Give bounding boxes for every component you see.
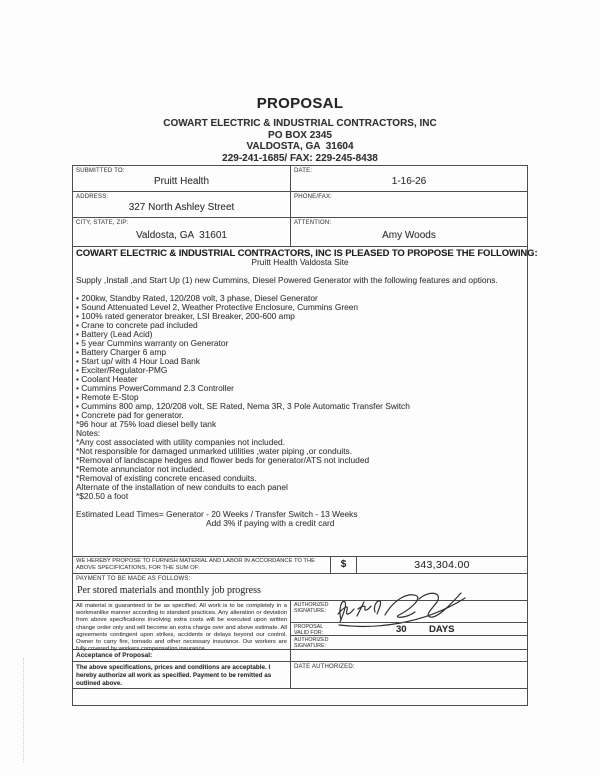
proposal-form [72, 165, 538, 706]
sum-label: WE HEREBY PROPOSE TO FURNISH MATERIAL AND LABOR IN ACCORDANCE TO THE ABOVE SPECIFICATIONS, FOR THE SUM OF: [73, 557, 331, 573]
feature-item: • 200kw, Standby Rated, 120/208 volt, 3 phase, Diesel Generator [76, 293, 318, 303]
credit-card-note: Add 3% if paying with a credit card [206, 518, 335, 528]
city-state-zip-value: Valdosta, GA 31601 [136, 230, 227, 241]
note-item: *Remote annunciator not included. [76, 464, 205, 474]
feature-item: • Concrete pad for generator. [76, 410, 184, 420]
note-item: *Not responsible for damaged unmarked utilities ,water piping ,or conduits. [76, 446, 353, 456]
document-title: PROPOSAL [256, 95, 344, 112]
phone-fax-label: PHONE/FAX: [294, 194, 333, 200]
fine-print-cell [73, 601, 291, 653]
authorized-signature-cell [291, 601, 527, 622]
valid-label-line1: PROPOSAL [294, 624, 324, 630]
feature-item: • Start up/ with 4 Hour Load Bank [76, 356, 200, 366]
address-label: ADDRESS: [76, 194, 109, 200]
feature-item: • Sound Attenuated Level 2, Weather Protective Enclosure, Cummins Green [76, 302, 359, 312]
valid-label-line2: VALID FOR: [294, 630, 324, 636]
second-authorized-signature-cell [291, 635, 527, 649]
payment-label: PAYMENT TO BE MADE AS FOLLOWS: [76, 576, 191, 582]
feature-item: • Remote E-Stop [76, 392, 139, 402]
document-header [0, 95, 600, 164]
proposal-headline: COWART ELECTRIC & INDUSTRIAL CONTRACTORS, INC IS PLEASED TO PROPOSE THE FOLLOWING: [76, 248, 538, 259]
feature-item: • 100% rated generator breaker, LSI Breaker, 200-600 amp [76, 311, 295, 321]
payment-value: Per stored materials and monthly job progress [77, 585, 261, 596]
authorization-column [291, 601, 527, 649]
feature-item: • Exciter/Regulator-PMG [76, 365, 168, 375]
attention-value: Amy Woods [382, 230, 436, 241]
feature-item: • Crane to concrete pad included [76, 320, 198, 330]
note-item: *Any cost associated with utility companies not included. [76, 437, 286, 447]
authorized-label-line1: AUTHORIZED [294, 602, 329, 608]
acceptance-header-right-cell [291, 650, 527, 661]
submitted-to-label: SUBMITTED TO: [76, 168, 125, 174]
acceptance-text: The above specifications, prices and conditions are acceptable. I hereby authorize all work as specified. Payment to be remitted as outlined above. [76, 664, 272, 687]
sum-amount: 343,304.00 [414, 559, 470, 571]
feature-item: • Battery (Lead Acid) [76, 329, 153, 339]
attention-cell [291, 218, 527, 246]
address-cell [73, 192, 291, 217]
city-state-zip-cell [73, 218, 291, 246]
authorized-label-line2: SIGNATURE: [294, 643, 326, 649]
attention-label: ATTENTION: [294, 220, 332, 226]
company-city: VALDOSTA, GA 31604 [246, 141, 354, 152]
note-item: *Removal of landscape hedges and flower beds for generator/ATS not included [76, 455, 370, 465]
date-authorized-label: DATE AUTHORIZED: [294, 664, 355, 670]
address-value: 327 North Ashley Street [128, 202, 235, 213]
valid-days-unit: DAYS [429, 624, 455, 635]
currency-symbol: $ [331, 557, 357, 573]
company-po-box: PO BOX 2345 [268, 129, 332, 141]
date-cell [291, 166, 527, 191]
feature-item: • Cummins 800 amp, 120/208 volt, SE Rated, Nema 3R, 3 Pole Automatic Transfer Switch [76, 401, 410, 411]
submitted-to-cell [73, 166, 291, 191]
row-terms [73, 601, 527, 653]
lead-times: Estimated Lead Times= Generator - 20 Weeks / Transfer Switch - 13 Weeks [76, 509, 358, 519]
second-authorized-signature-label [291, 636, 527, 649]
row-address-phone [73, 192, 527, 218]
acceptance-text-cell [73, 662, 291, 688]
row-empty [73, 689, 527, 705]
scan-artifact-dotted-line [23, 658, 24, 762]
notes-label: Notes: [76, 428, 101, 438]
row-acceptance [73, 662, 527, 689]
site-name: Pruitt Health Valdosta Site [251, 257, 349, 267]
authorized-label-line2: SIGNATURE: [294, 608, 326, 614]
row-acceptance-header [73, 650, 527, 662]
fine-print-text: All material is guaranteed to be as specified. All work is to be completely in a workmanlike manner according to standard practices. Any alteration or deviation from above specifications involving extra costs will be executed upon written change order only and will become an extra charge over and above estimate. All agreements contingent upon strikes, accidents or delays beyond our control. Owner to carry fire, tornado and other necessary insurance. Our workers are fully covered by workers compensation insurance. [76, 603, 287, 653]
submitted-to-value: Pruitt Health [153, 176, 210, 187]
date-value: 1-16-26 [391, 176, 427, 187]
scope-summary: Supply ,Install ,and Start Up (1) new Cummins, Diesel Powered Generator with the following features and options. [76, 275, 498, 285]
authorized-label-line1: AUTHORIZED [294, 637, 329, 643]
feature-item: • Coolant Heater [76, 374, 138, 384]
foot-price-note: *$20.50 a foot [76, 491, 129, 501]
proposal-valid-cell [291, 622, 527, 635]
valid-days-value: 30 [396, 624, 407, 635]
feature-item: • Battery Charger 6 amp [76, 347, 166, 357]
row-city-attention [73, 218, 527, 247]
date-authorized-cell [291, 662, 527, 688]
belly-tank-note: *96 hour at 75% load diesel belly tank [76, 419, 217, 429]
alternate-note: Alternate of the installation of new conduits to each panel [76, 482, 288, 492]
company-phone-fax: 229-241-1685/ FAX: 229-245-8438 [222, 152, 378, 164]
feature-item: • Cummins PowerCommand 2.3 Controller [76, 383, 234, 393]
date-label: DATE: [294, 168, 313, 174]
acceptance-header: Acceptance of Proposal: [76, 652, 153, 659]
acceptance-header-cell [73, 650, 291, 661]
city-state-zip-label: CITY, STATE, ZIP: [76, 220, 129, 226]
row-sum [73, 557, 527, 574]
feature-item: • 5 year Cummins warranty on Generator [76, 338, 229, 348]
proposal-body [73, 247, 538, 557]
row-submitted-date [73, 166, 527, 192]
phone-fax-cell [291, 192, 527, 217]
company-name: COWART ELECTRIC & INDUSTRIAL CONTRACTORS, INC [163, 118, 437, 129]
note-item: *Removal of existing concrete encased conduits. [76, 473, 257, 483]
